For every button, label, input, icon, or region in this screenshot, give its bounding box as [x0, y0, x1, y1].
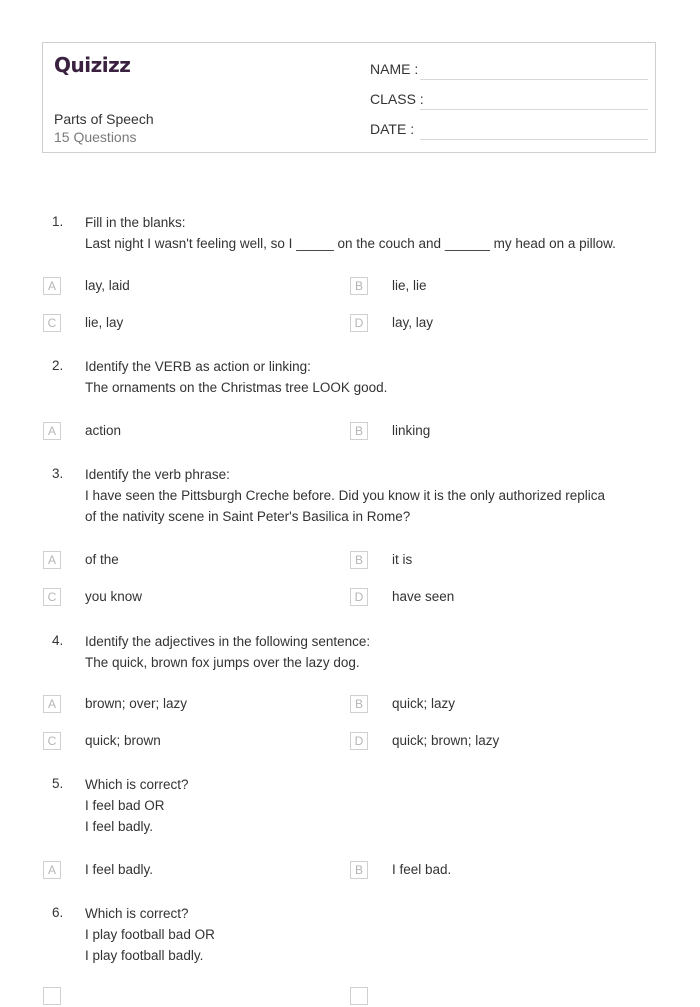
option-letter-box: A: [43, 422, 61, 440]
option-letter-box: C: [43, 314, 61, 332]
question-line: Fill in the blanks:: [85, 215, 186, 230]
option-text: I feel bad.: [392, 862, 452, 877]
question-line: Identify the VERB as action or linking:: [85, 359, 311, 374]
date-field: [370, 119, 648, 149]
question-line: I feel bad OR: [85, 798, 165, 813]
question-number: 6.: [52, 905, 64, 920]
option-letter-box: A: [43, 277, 61, 295]
option-letter-box: C: [43, 732, 61, 750]
question-number: 1.: [52, 214, 64, 229]
question-line: Identify the verb phrase:: [85, 467, 230, 482]
option-text: lay, laid: [85, 278, 130, 293]
question-number: 5.: [52, 776, 64, 791]
option-text: I feel badly.: [85, 862, 154, 877]
option-letter-box: B: [350, 551, 368, 569]
worksheet-header: [42, 42, 656, 153]
question-number: 4.: [52, 633, 64, 648]
class-label: CLASS :: [370, 91, 424, 107]
question-line: The quick, brown fox jumps over the lazy dog.: [85, 655, 360, 670]
option-letter-box: A: [43, 861, 61, 879]
question-line: Which is correct?: [85, 906, 189, 921]
question-line: Last night I wasn't feeling well, so I _____ on the couch and ______ my head on a pillow.: [85, 236, 616, 251]
date-label: DATE :: [370, 121, 415, 137]
option-letter-box: C: [43, 588, 61, 606]
question-text: [85, 631, 660, 673]
question-number: 2.: [52, 358, 64, 373]
option-letter-box: B: [350, 277, 368, 295]
option-letter-box: D: [350, 314, 368, 332]
question-line: I have seen the Pittsburgh Creche before. Did you know it is the only authorized replica: [85, 488, 606, 503]
name-field: [370, 59, 648, 89]
option-letter-box: B: [350, 695, 368, 713]
question-line: The ornaments on the Christmas tree LOOK good.: [85, 380, 388, 395]
date-line: [420, 139, 648, 140]
option-text: linking: [392, 423, 431, 438]
name-label: NAME :: [370, 61, 419, 77]
student-fields: [370, 59, 648, 149]
option-text: lie, lie: [392, 278, 427, 293]
question-text: [85, 903, 660, 966]
option-letter-box: B: [350, 861, 368, 879]
option-letter-box: A: [43, 695, 61, 713]
question-line: of the nativity scene in Saint Peter's Basilica in Rome?: [85, 509, 411, 524]
question-line: Identify the adjectives in the following sentence:: [85, 634, 371, 649]
option-text: quick; lazy: [392, 696, 456, 711]
option-text: brown; over; lazy: [85, 696, 188, 711]
name-line: [420, 79, 648, 80]
option-text: have seen: [392, 589, 455, 604]
question-line: I play football bad OR: [85, 927, 215, 942]
worksheet-title: Parts of Speech: [54, 111, 154, 127]
option-text: action: [85, 423, 122, 438]
question-text: [85, 356, 660, 398]
question-text: [85, 774, 660, 837]
title-block: [54, 110, 154, 146]
question-text: [85, 212, 660, 254]
class-line: [420, 109, 648, 110]
question-line: I play football badly.: [85, 948, 204, 963]
option-letter-box: A: [43, 551, 61, 569]
question-line: I feel badly.: [85, 819, 154, 834]
option-text: of the: [85, 552, 119, 567]
option-text: lie, lay: [85, 315, 124, 330]
question-number: 3.: [52, 466, 64, 481]
option-text: lay, lay: [392, 315, 434, 330]
option-text: you know: [85, 589, 143, 604]
option-letter-box: B: [350, 422, 368, 440]
option-text: quick; brown: [85, 733, 161, 748]
class-field: [370, 89, 648, 119]
option-letter-box: D: [350, 732, 368, 750]
quizizz-logo: Quizizz: [54, 53, 131, 77]
question-text: [85, 464, 660, 527]
question-line: Which is correct?: [85, 777, 189, 792]
option-text: quick; brown; lazy: [392, 733, 500, 748]
option-letter-box: D: [350, 588, 368, 606]
option-text: it is: [392, 552, 413, 567]
question-count: 15 Questions: [54, 129, 137, 145]
